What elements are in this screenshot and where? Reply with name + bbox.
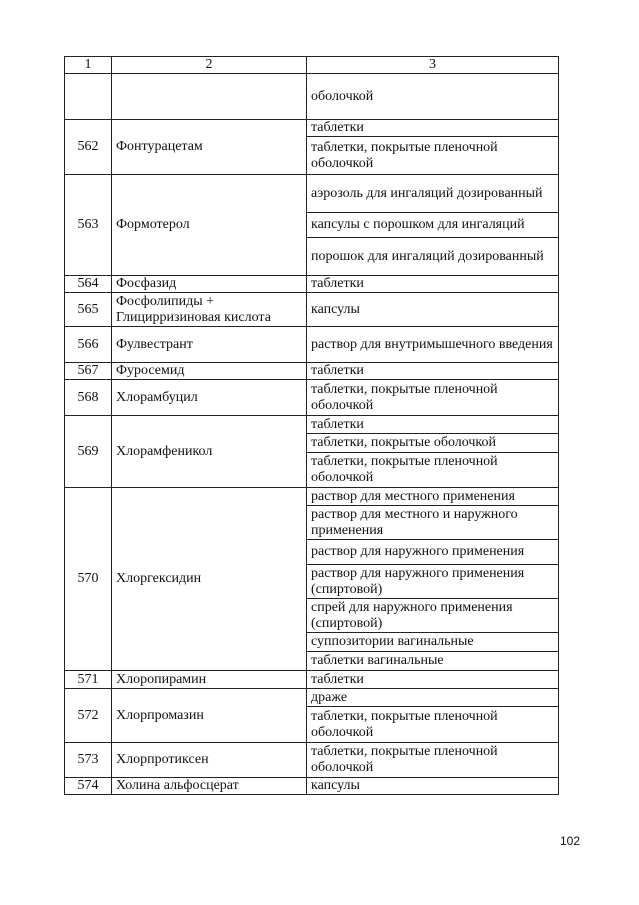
dosage-form: аэрозоль для ингаляций дозированный — [307, 175, 559, 213]
table-row — [65, 416, 559, 434]
drug-name: Формотерол — [112, 175, 307, 276]
drug-name: Фулвестрант — [112, 327, 307, 363]
header-row — [65, 57, 559, 74]
row-number: 570 — [65, 488, 112, 671]
row-number: 573 — [65, 743, 112, 778]
dosage-form: таблетки — [307, 120, 559, 137]
dosage-form: таблетки — [307, 276, 559, 293]
dosage-form: раствор для наружного применения (спиртовой) — [307, 565, 559, 599]
page-number: 102 — [560, 834, 581, 848]
row-number: 565 — [65, 293, 112, 327]
dosage-form: капсулы — [307, 293, 559, 327]
dosage-form: таблетки, покрытые пленочной оболочкой — [307, 137, 559, 175]
dosage-form: раствор для внутримышечного введения — [307, 327, 559, 363]
dosage-form: таблетки, покрытые пленочной оболочкой — [307, 380, 559, 416]
table-row — [65, 380, 559, 416]
row-number: 567 — [65, 363, 112, 380]
drug-name — [112, 74, 307, 120]
table-row — [65, 327, 559, 363]
dosage-form: таблетки, покрытые пленочной оболочкой — [307, 453, 559, 488]
row-number: 572 — [65, 689, 112, 743]
dosage-form: оболочкой — [307, 74, 559, 120]
dosage-form: спрей для наружного применения (спиртовой) — [307, 599, 559, 633]
dosage-form: раствор для наружного применения — [307, 540, 559, 565]
dosage-form: таблетки, покрытые пленочной оболочкой — [307, 743, 559, 778]
dosage-form: таблетки, покрытые пленочной оболочкой — [307, 707, 559, 743]
header-col-1: 1 — [65, 57, 112, 74]
medication-table — [64, 56, 559, 795]
dosage-form: капсулы с порошком для ингаляций — [307, 213, 559, 238]
drug-name: Хлорамбуцил — [112, 380, 307, 416]
table-row — [65, 488, 559, 506]
table-row — [65, 671, 559, 689]
row-number: 564 — [65, 276, 112, 293]
table-row — [65, 778, 559, 795]
dosage-form: таблетки — [307, 363, 559, 380]
dosage-form: таблетки — [307, 671, 559, 689]
table-row — [65, 293, 559, 327]
drug-name: Фосфолипиды + Глицирризиновая кислота — [112, 293, 307, 327]
table-row — [65, 689, 559, 707]
dosage-form: раствор для местного применения — [307, 488, 559, 506]
row-number: 569 — [65, 416, 112, 488]
drug-name: Хлорамфеникол — [112, 416, 307, 488]
dosage-form: таблетки, покрытые оболочкой — [307, 434, 559, 453]
dosage-form: таблетки вагинальные — [307, 652, 559, 671]
row-number: 574 — [65, 778, 112, 795]
table-row — [65, 363, 559, 380]
drug-name: Холина альфосцерат — [112, 778, 307, 795]
row-number: 568 — [65, 380, 112, 416]
dosage-form: капсулы — [307, 778, 559, 795]
dosage-form: раствор для местного и наружного применения — [307, 506, 559, 540]
header-col-2: 2 — [112, 57, 307, 74]
row-number: 566 — [65, 327, 112, 363]
table-row — [65, 175, 559, 213]
table-row — [65, 74, 559, 120]
drug-name: Хлоргексидин — [112, 488, 307, 671]
row-number — [65, 74, 112, 120]
table-row — [65, 120, 559, 137]
dosage-form: таблетки — [307, 416, 559, 434]
drug-name: Фонтурацетам — [112, 120, 307, 175]
dosage-form: суппозитории вагинальные — [307, 633, 559, 652]
drug-name: Хлорпротиксен — [112, 743, 307, 778]
table-row — [65, 743, 559, 778]
row-number: 571 — [65, 671, 112, 689]
dosage-form: драже — [307, 689, 559, 707]
drug-name: Фуросемид — [112, 363, 307, 380]
drug-name: Фосфазид — [112, 276, 307, 293]
drug-name: Хлорпромазин — [112, 689, 307, 743]
header-col-3: 3 — [307, 57, 559, 74]
row-number: 563 — [65, 175, 112, 276]
dosage-form: порошок для ингаляций дозированный — [307, 238, 559, 276]
table-row — [65, 276, 559, 293]
row-number: 562 — [65, 120, 112, 175]
drug-name: Хлоропирамин — [112, 671, 307, 689]
